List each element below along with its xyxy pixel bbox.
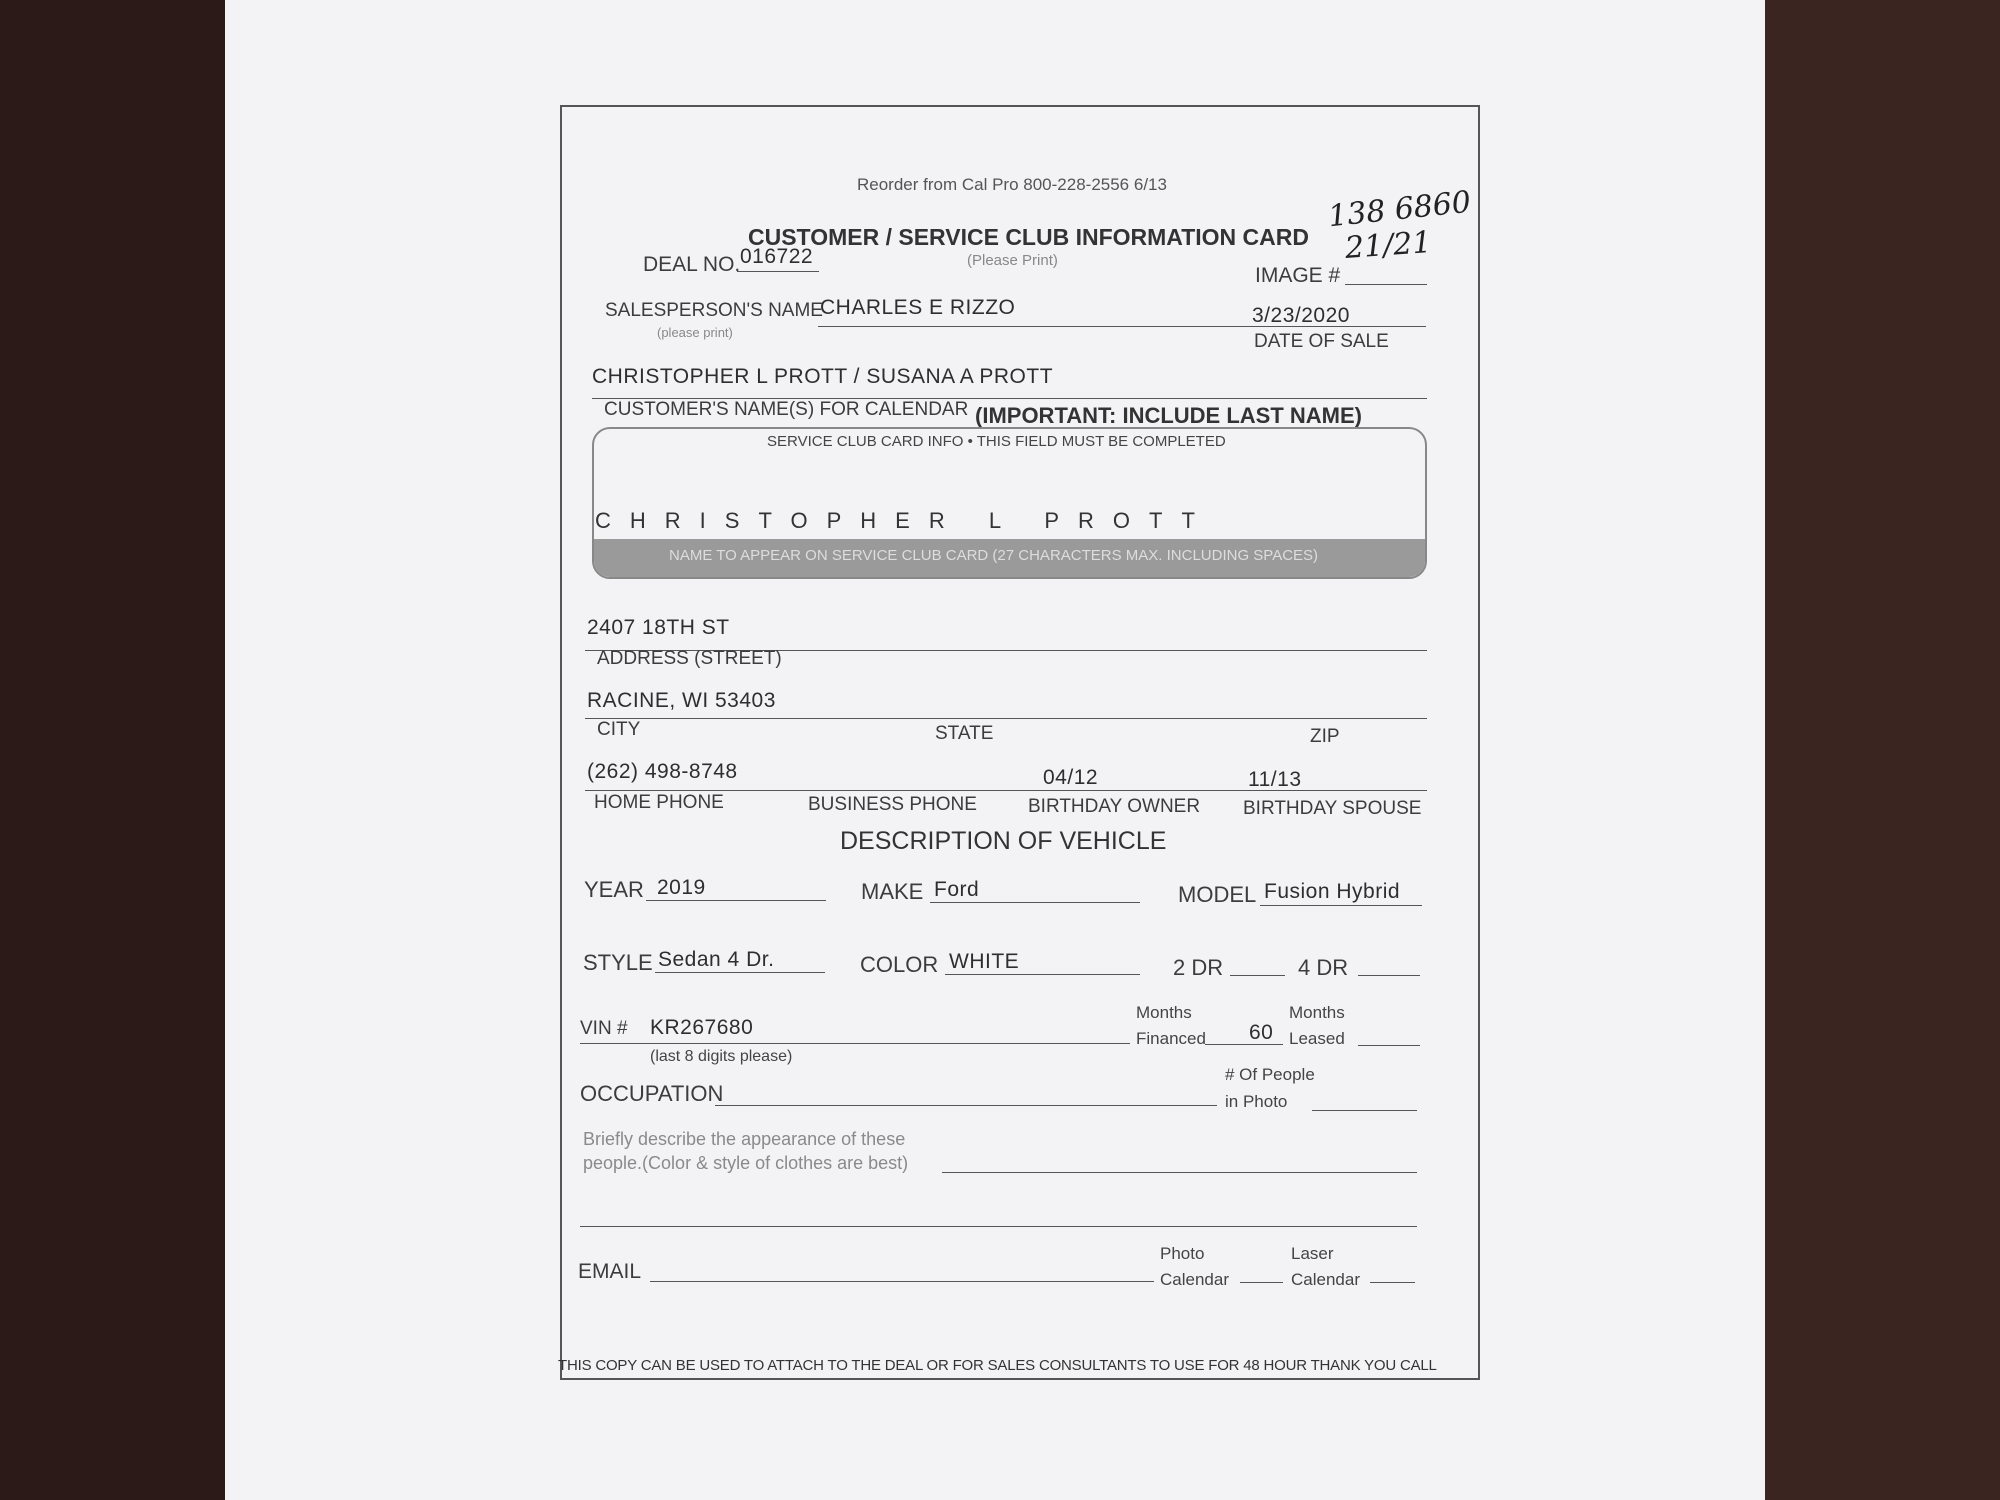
describe-prompt-1: Briefly describe the appearance of these [583, 1129, 906, 1149]
deal-no-value: 016722 [740, 245, 814, 268]
occupation-label: OCCUPATION [580, 1081, 724, 1106]
birthday-spouse-label: BIRTHDAY SPOUSE [1243, 798, 1422, 819]
vin-hint: (last 8 digits please) [650, 1048, 793, 1065]
birthday-owner-label: BIRTHDAY OWNER [1028, 796, 1201, 817]
four-door-label: 4 DR [1298, 955, 1349, 980]
make-value: Ford [934, 878, 980, 901]
people-in-photo-label-1: # Of People [1225, 1065, 1315, 1084]
months-financed-value: 60 [1249, 1021, 1274, 1044]
date-of-sale-label: DATE OF SALE [1254, 331, 1389, 352]
reorder-text: Reorder from Cal Pro 800-228-2556 6/13 [857, 175, 1167, 194]
address-value: 2407 18TH ST [587, 616, 730, 639]
customer-names-value: CHRISTOPHER L PROTT / SUSANA A PROTT [592, 365, 1054, 388]
home-phone-label: HOME PHONE [594, 792, 724, 813]
please-print-note: (Please Print) [967, 252, 1058, 269]
vin-value: KR267680 [650, 1016, 754, 1039]
date-of-sale-value: 3/23/2020 [1252, 304, 1350, 327]
state-label: STATE [935, 723, 994, 744]
vehicle-section-title: DESCRIPTION OF VEHICLE [840, 827, 1167, 855]
make-label: MAKE [861, 879, 924, 904]
model-value: Fusion Hybrid [1264, 880, 1401, 903]
service-club-bar [594, 539, 1425, 577]
service-club-name: CHRISTOPHER L PROTT [595, 508, 1214, 533]
months-financed-label-1: Months [1136, 1003, 1192, 1022]
style-value: Sedan 4 Dr. [658, 948, 775, 971]
year-value: 2019 [657, 876, 706, 899]
birthday-spouse-value: 11/13 [1248, 768, 1302, 791]
form-border [560, 105, 1480, 1380]
deal-no-label: DEAL NO. [643, 253, 741, 276]
salesperson-hint: (please print) [657, 325, 733, 340]
form-title: CUSTOMER / SERVICE CLUB INFORMATION CARD [748, 224, 1309, 250]
zip-label: ZIP [1310, 726, 1340, 747]
salesperson-value: CHARLES E RIZZO [820, 296, 1016, 319]
model-label: MODEL [1178, 882, 1257, 907]
business-phone-label: BUSINESS PHONE [808, 794, 977, 815]
city-value: RACINE, WI 53403 [587, 689, 776, 712]
describe-prompt-2: people.(Color & style of clothes are best) [583, 1153, 909, 1173]
birthday-owner-value: 04/12 [1043, 766, 1099, 789]
image-label: IMAGE # [1255, 264, 1341, 287]
months-leased-label-1: Months [1289, 1003, 1345, 1022]
handwritten-number: 138 6860 [1326, 184, 1473, 235]
color-value: WHITE [949, 950, 1020, 973]
email-label: EMAIL [578, 1260, 642, 1283]
photo-calendar-label-1: Photo [1160, 1244, 1205, 1263]
footer-note: THIS COPY CAN BE USED TO ATTACH TO THE DEAL OR FOR SALES CONSULTANTS TO USE FOR 48 HOUR THANK YOU CALL [558, 1357, 1437, 1374]
people-in-photo-label-2: in Photo [1225, 1092, 1288, 1111]
city-label: CITY [597, 719, 641, 740]
vin-label: VIN # [580, 1018, 628, 1039]
months-financed-label-2: Financed [1136, 1029, 1206, 1048]
home-phone-value: (262) 498-8748 [587, 760, 738, 783]
handwritten-fraction: 21/21 [1343, 225, 1433, 266]
months-leased-label-2: Leased [1289, 1029, 1345, 1048]
style-label: STYLE [583, 950, 653, 975]
service-club-title: SERVICE CLUB CARD INFO • THIS FIELD MUST BE COMPLETED [767, 433, 1226, 450]
service-club-bar-text: NAME TO APPEAR ON SERVICE CLUB CARD (27 CHARACTERS MAX. INCLUDING SPACES) [669, 547, 1319, 564]
customer-names-label: CUSTOMER'S NAME(S) FOR CALENDAR [604, 399, 969, 420]
salesperson-label: SALESPERSON'S NAME [605, 300, 823, 321]
two-door-label: 2 DR [1173, 955, 1224, 980]
photo-calendar-label-2: Calendar [1160, 1270, 1229, 1289]
address-label: ADDRESS (STREET) [597, 648, 782, 669]
customer-important-note: (IMPORTANT: INCLUDE LAST NAME) [975, 403, 1362, 428]
background-right [1760, 0, 2000, 1500]
year-label: YEAR [584, 877, 644, 902]
laser-calendar-label-1: Laser [1291, 1244, 1334, 1263]
color-label: COLOR [860, 952, 939, 977]
laser-calendar-label-2: Calendar [1291, 1270, 1360, 1289]
